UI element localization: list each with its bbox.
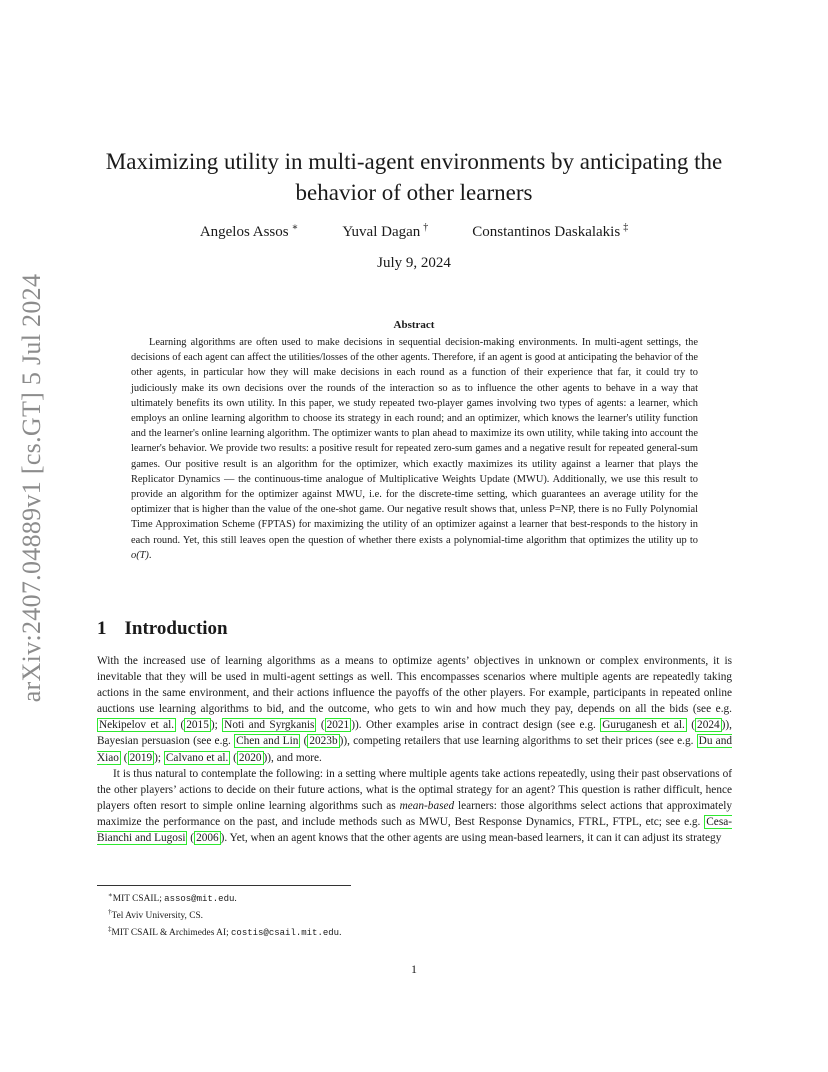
body-text: ( (176, 719, 185, 732)
author-1-mark: ∗ (291, 222, 299, 233)
emphasis-text: mean-based (399, 799, 455, 812)
citation-link[interactable]: Guruganesh et al. (602, 719, 685, 732)
body-text: ); (154, 751, 164, 764)
citation-link[interactable]: Du and Xiao (97, 735, 732, 764)
citation-link[interactable]: Chen and Lin (236, 735, 299, 748)
citation-link[interactable]: 2019 (129, 751, 153, 764)
citation-link[interactable]: 2021 (326, 719, 350, 732)
footnote-3-mark: ‡ (108, 925, 112, 934)
footnote-1-mark: ∗ (108, 891, 113, 899)
author-3-mark: ‡ (623, 222, 629, 233)
footnote-3-tail: . (339, 928, 342, 939)
body-text: ( (300, 735, 308, 748)
abstract-text: Learning algorithms are often used to make decisions in sequential decision-making environments. In multi-agent settings, the decisions of each agent can affect the utilities/losses of the other agents. Therefore, if an agent is good at anticipating the behavior of the other agents, in particular how they will make decisions in each round as a function of their experience that far, it could try to judiciously make its own decisions over the rounds of the interaction so as to influence the other agents to behave in a way that ultimately benefits its own utility. In this paper, we study repeated two-player games involving two types of agents: a learner, which employs an online learning algorithm to choose its strategy in each round; and an optimizer, which knows the learner's utility function and the learner's online learning algorithm. The optimizer wants to plan ahead to maximize its own utility, while taking into account the learner's behavior. We provide two results: a positive result for repeated zero-sum games and a negative result for repeated general-sum games. Our positive result is an algorithm for the optimizer, which exactly maximizes its utility against a learner that plays the Replicator Dynamics — the continuous-time analogue of Multiplicative Weights Update (MWU). Additionally, we use this result to provide an algorithm for the optimizer against MWU, i.e. for the discrete-time setting, which guarantees an average utility for the optimizer that is higher than the value of the one-shot game. Our negative result shows that, unless P=NP, there is no Fully Polynomial Time Approximation Scheme (FPTAS) for maximizing the utility of an optimizer against a learner that best-responds to the history in each round. Yet, this still leaves open the question of whether there exists a polynomial-time algorithm that optimizes the utility up to (131, 337, 698, 546)
section-number: 1 (97, 618, 107, 639)
citation-link[interactable]: Nekipelov et al. (99, 719, 175, 732)
footnote-2-text: Tel Aviv University, CS. (111, 911, 204, 922)
arxiv-identifier-stamp (4, 273, 60, 703)
footnote-divider (97, 885, 351, 886)
body-text: ). Yet, when an agent knows that the other agents are using mean-based learners, it can it can adjust its strategy (220, 832, 722, 845)
abstract-heading: Abstract (393, 319, 435, 331)
introduction-body (97, 653, 732, 846)
intro-paragraph-2 (97, 766, 732, 846)
body-text: ); (210, 719, 223, 732)
body-text: ( (120, 751, 128, 764)
author-2 (342, 222, 428, 241)
footnote-3-email[interactable]: costis@csail.mit.edu (231, 928, 340, 939)
author-2-mark: † (423, 222, 429, 233)
citation-link[interactable]: 2006 (196, 832, 219, 845)
body-text: With the increased use of learning algorithms as a means to optimize agents’ objectives in unknown or complex environments, it is inevitable that they will be used in multi-agent settings as well. This encompasses scenarios where multiple agents are repeatedly taking actions in the same environment, and their actions influence the payoffs of the other players. For example, participants in repeated online auctions use learning algorithms to bid, and the outcome, who gets to win and how much they pay, depends on all the bids (see e.g. (97, 655, 732, 716)
page-number: 1 (411, 962, 417, 976)
footnote-3 (108, 923, 341, 940)
citation-link[interactable]: Calvano et al. (165, 751, 229, 764)
abstract-body (131, 335, 698, 563)
paper-title: Maximizing utility in multi-agent environments by anticipating the behavior of other learners (105, 149, 723, 205)
footnotes (108, 889, 341, 940)
author-2-name: Yuval Dagan (342, 224, 421, 240)
body-text: )), Bayesian persuasion (see e.g. (97, 719, 732, 748)
paper-date: July 9, 2024 (377, 255, 451, 271)
arxiv-identifier-text: arXiv:2407.04889v1 [cs.GT] 5 Jul 2024 (17, 273, 46, 703)
citation-link[interactable]: 2020 (238, 751, 262, 764)
footnote-1-email[interactable]: assos@mit.edu (164, 894, 235, 905)
citation-link[interactable]: Cesa-Bianchi and Lugosi (97, 815, 732, 845)
footnote-2 (108, 906, 341, 923)
footnote-1 (108, 889, 341, 906)
footnote-3-text: MIT CSAIL & Archimedes AI; (111, 928, 232, 939)
footnote-2-mark: † (108, 908, 112, 917)
author-3-name: Constantinos Daskalakis (472, 224, 621, 240)
author-3 (472, 222, 628, 241)
citation-link[interactable]: 2015 (186, 719, 209, 732)
author-1 (200, 222, 299, 241)
body-text: ( (187, 832, 195, 845)
citation-link[interactable]: Noti and Syrgkanis (224, 719, 315, 732)
citation-link[interactable]: 2023b (309, 735, 338, 748)
body-text: learners: those algorithms select actions that approximately maximize the performance on the past, and include methods such as MWU, Best Response Dynamics, FTRL, FTPL, etc; see e.g. (97, 799, 732, 828)
body-text: ( (230, 751, 237, 764)
section-heading-introduction (97, 618, 228, 640)
body-text: It is thus natural to contemplate the following: in a setting where multiple agents take actions repeatedly, using their past observations of the other players’ actions to decide on their future actions, what is the optimal strategy for an agent? This question is rather difficult, hence players often resort to simple online learning algorithms such as (97, 767, 732, 812)
abstract-math-o-of-t: o(T) (131, 549, 149, 561)
body-text: )), and more. (263, 751, 322, 764)
section-title: Introduction (124, 618, 228, 639)
abstract-tail: . (148, 549, 152, 561)
footnote-1-tail: . (234, 894, 237, 905)
author-1-name: Angelos Assos (199, 224, 289, 240)
author-list (96, 222, 732, 241)
citation-link[interactable]: 2024 (697, 719, 720, 732)
intro-paragraph-1 (97, 653, 732, 766)
footnote-1-text: MIT CSAIL; (112, 894, 165, 905)
body-text: ( (316, 719, 325, 732)
body-text: )), competing retailers that use learning algorithms to set their prices (see e.g. (339, 735, 697, 748)
body-text: )). Other examples arise in contract design (see e.g. (351, 719, 601, 732)
body-text: ( (686, 719, 696, 732)
